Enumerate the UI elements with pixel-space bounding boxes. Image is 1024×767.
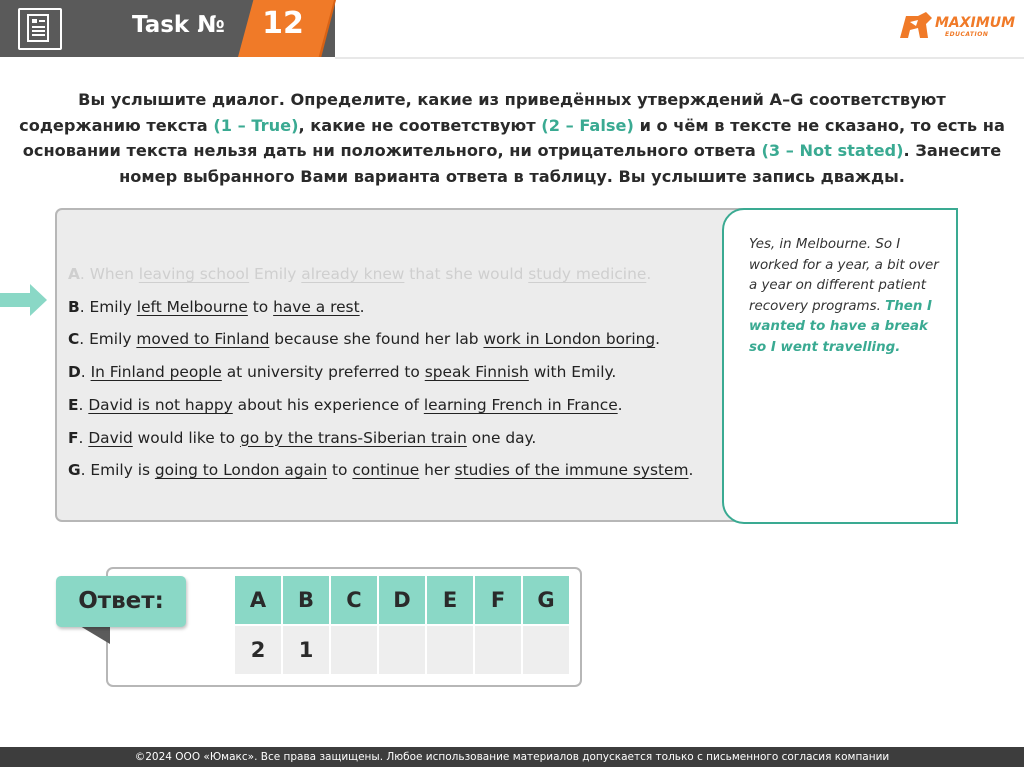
answer-letters-row <box>235 576 571 626</box>
instructions-text-2: , какие не соответствуют <box>298 115 536 135</box>
statement-g: G. Emily is going to London again to continue her studies of the immune system. <box>68 461 694 480</box>
logo-subtitle: EDUCATION <box>945 31 989 38</box>
answer-cell-e[interactable] <box>427 626 475 676</box>
transcript-plain: Yes, in Melbourne. So I worked for a year, a bit over a year on different patient recovery programs. <box>749 237 939 314</box>
statements-list <box>68 258 728 487</box>
answer-letter-g: G <box>523 576 571 626</box>
answer-cell-b[interactable]: 1 <box>283 626 331 676</box>
answer-cell-c[interactable] <box>331 626 379 676</box>
current-statement-arrow-icon <box>0 283 48 317</box>
statement-d: D. In Finland people at university preferred to speak Finnish with Emily. <box>68 363 617 382</box>
answer-letter-a: A <box>235 576 283 626</box>
statement-e: E. David is not happy about his experience of learning French in France. <box>68 395 623 414</box>
document-icon <box>18 8 62 50</box>
answer-cell-f[interactable] <box>475 626 523 676</box>
task-label: Task № <box>132 12 225 38</box>
instructions-text-3: и о чём в тексте не сказано, то есть на основании текста нельзя дать ни положительного, ни отрицательного ответа <box>22 115 1005 160</box>
answer-label-fold <box>80 626 110 644</box>
copyright-footer: ©2024 ООО «Юмакс». Все права защищены. Любое использование материалов допускается только с письменного согласия компании <box>0 747 1024 767</box>
instructions-text-1: Вы услышите диалог. Определите, какие из приведённых утверждений А–G соответствуют содержанию текста <box>19 90 946 135</box>
statement-a: A. When leaving school Emily already knew that she would study medicine. <box>68 265 652 283</box>
option-true: (1 – True) <box>213 115 299 135</box>
answer-letter-f: F <box>475 576 523 626</box>
option-false: (2 – False) <box>541 115 634 135</box>
header-divider <box>335 57 1024 59</box>
statement-f: F. David would like to go by the trans-Siberian train one day. <box>68 428 537 447</box>
answer-letter-c: C <box>331 576 379 626</box>
logo-wordmark: MAXIMUM <box>935 15 1016 31</box>
answer-letter-d: D <box>379 576 427 626</box>
transcript-highlight: Then I wanted to have a break so I went travelling. <box>749 298 933 355</box>
transcript-text <box>749 235 939 358</box>
answer-letter-e: E <box>427 576 475 626</box>
answer-cell-a[interactable]: 2 <box>235 626 283 676</box>
answer-letter-b: B <box>283 576 331 626</box>
statement-c: C. Emily moved to Finland because she found her lab work in London boring. <box>68 330 661 349</box>
task-instructions <box>18 87 1006 189</box>
statement-b: B. Emily left Melbourne to have a rest. <box>68 297 365 316</box>
answer-values-row <box>235 626 571 676</box>
answer-table <box>235 576 571 676</box>
task-number: 12 <box>262 6 304 41</box>
option-not-stated: (3 – Not stated) <box>761 141 904 160</box>
answer-label: Ответ: <box>56 576 186 627</box>
answer-cell-d[interactable] <box>379 626 427 676</box>
instructions-text-4: . Занесите номер выбранного Вами варианта ответа в таблицу. Вы услышите запись дважды. <box>119 141 1002 186</box>
answer-cell-g[interactable] <box>523 626 571 676</box>
